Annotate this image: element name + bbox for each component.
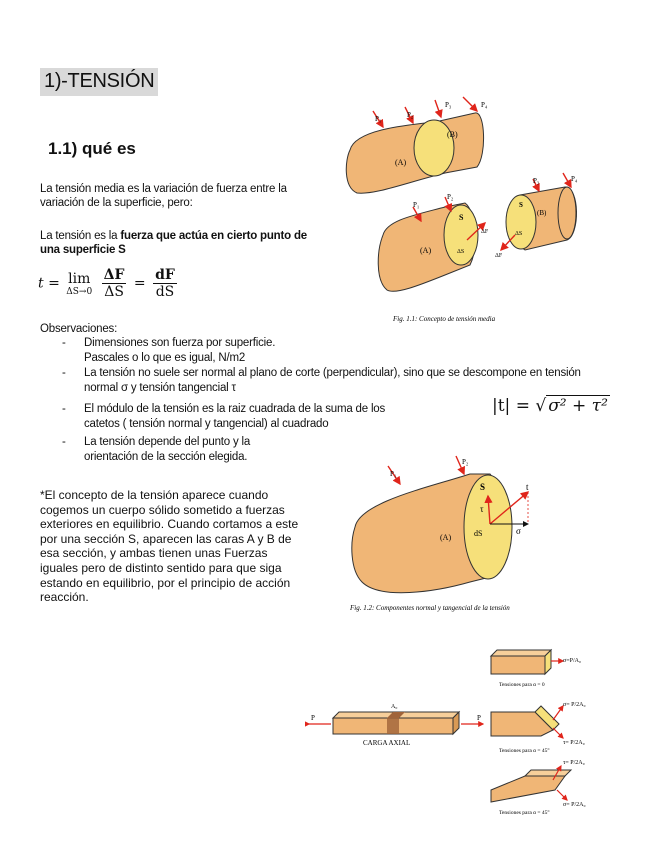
observation-line: Pascales o lo que es igual, N/m2 — [84, 352, 246, 364]
left-label-a: (A) — [420, 246, 432, 255]
b3-bottom: σ= P/2A₀ — [563, 802, 586, 808]
right-force-p3: P₃ — [533, 177, 540, 185]
formula-lhs: t = — [38, 275, 60, 292]
axial-label: CARGA AXIAL — [363, 739, 411, 747]
observation-line: orientación de la sección elegida. — [84, 451, 248, 463]
formula2-radical: √ — [535, 396, 547, 416]
fig2-t: t — [526, 482, 529, 492]
axial-bar — [309, 704, 483, 747]
fig2-label-a: (A) — [440, 533, 452, 542]
fig2-tau: τ — [480, 504, 484, 514]
stress-formula — [38, 267, 180, 300]
observation-line: La tensión depende del punto y la — [84, 436, 251, 448]
right-piece — [495, 173, 578, 259]
b3-top: τ= P/2A₀ — [563, 760, 585, 766]
block-alpha-45-a — [491, 702, 586, 754]
b2-bottom: τ= P/2A₀ — [563, 740, 585, 746]
bullet-marker: - — [62, 436, 66, 448]
left-piece — [378, 193, 489, 291]
block-alpha-0 — [491, 650, 581, 688]
force-p4: P₄ — [481, 101, 488, 109]
left-label-ds: ΔS — [457, 249, 465, 255]
bullet-marker: - — [62, 403, 66, 415]
formula-num-delta: ΔF — [103, 267, 125, 283]
formula-limit — [66, 271, 92, 297]
definition-prefix: La tensión es la — [40, 230, 121, 242]
b3-caption: Tensiones para α = 45° — [499, 810, 550, 816]
figure1-caption: Fig. 1.1: Concepto de tensión media — [393, 315, 496, 323]
definition-paragraph — [40, 229, 320, 257]
fig2-sigma: σ — [516, 526, 521, 536]
body-label-b: (B) — [447, 130, 458, 139]
fig2-force-p2: P₂ — [462, 458, 469, 466]
formula-fraction-delta — [102, 267, 127, 300]
definition-bold: fuerza que actúa en cierto punto de una superficie S — [40, 230, 307, 256]
observation-line: normal σ y tensión tangencial τ — [84, 382, 236, 394]
right-label-ds: ΔS — [515, 231, 523, 237]
axial-p-left: P — [311, 714, 315, 722]
body-label-a: (A) — [395, 158, 407, 167]
fig2-label-s: S — [480, 482, 486, 492]
formula-lim-word: lim — [68, 270, 91, 287]
intro-paragraph: La tensión media es la variación de fuerza entre la variación de la superficie, pero: — [40, 183, 287, 209]
formula-equals: = — [133, 275, 146, 292]
observation-line: La tensión no suele ser normal al plano de corte (perpendicular), sino que se descompone en tensión — [84, 367, 581, 379]
bullet-marker: - — [62, 367, 66, 379]
right-label-b: (B) — [537, 209, 547, 217]
formula-den-d: dS — [155, 284, 175, 300]
block-alpha-45-b — [491, 760, 586, 816]
stress-magnitude-formula — [492, 396, 610, 416]
full-body — [346, 97, 488, 193]
figure-axial-load — [305, 640, 610, 840]
bullet-marker: - — [62, 337, 66, 349]
observations-title: Observaciones: — [40, 323, 118, 335]
b2-top: σ= P/2A₀ — [563, 702, 586, 708]
formula2-lhs: |t| = — [492, 396, 530, 416]
right-force-p4: P₄ — [571, 175, 578, 183]
page-heading: 1)-TENSIÓN — [40, 68, 158, 96]
formula-den-delta: ΔS — [104, 284, 124, 300]
right-label-s: S — [519, 201, 523, 209]
formula-fraction-d — [153, 267, 177, 300]
concept-paragraph: *El concepto de la tensión aparece cuando cogemos un cuerpo sólido sometido a fuerzas exteriores en equilibrio. Cuando cortamos a este por una sección S, aparecen las caras A y B de esa sección, y ambas tienen unas Fuerzas iguales pero de distinto sentido para que siga estando en equilibrio, por el principio de acción reacción. — [40, 488, 299, 605]
axial-p-right: P — [477, 714, 481, 722]
observation-line: catetos ( tensión normal y tangencial) al cuadrado — [84, 418, 329, 430]
section-subheading: 1.1) qué es — [48, 139, 136, 158]
b2-caption: Tensiones para α = 45° — [499, 748, 550, 754]
force-p3: P₃ — [445, 101, 452, 109]
observation-line: El módulo de la tensión es la raiz cuadrada de la suma de los — [84, 403, 386, 415]
fig2-force-p1: P₁ — [390, 470, 397, 478]
force-p2: P₂ — [407, 111, 414, 119]
figure2-caption: Fig. 1.2: Componentes normal y tangencial de la tensión — [350, 604, 510, 612]
axial-area: A₀ — [391, 704, 398, 710]
left-force-p1: P₁ — [413, 201, 420, 209]
figure-stress-components — [340, 452, 580, 617]
left-force-p2: P₂ — [447, 193, 454, 201]
formula-num-d: dF — [155, 267, 175, 283]
b1-caption: Tensiones para α = 0 — [499, 682, 545, 688]
right-label-df: ΔF — [495, 253, 503, 259]
fig2-label-ds: dS — [474, 529, 483, 538]
figure-mean-stress — [335, 95, 635, 327]
left-label-df: ΔF — [481, 229, 489, 235]
formula2-radicand: σ² + τ² — [548, 396, 608, 416]
force-p1: P₁ — [375, 115, 382, 123]
left-label-s: S — [459, 213, 464, 222]
b1-label: σ=P/A₀ — [563, 658, 582, 664]
observation-line: Dimensiones son fuerza por superficie. — [84, 337, 276, 349]
formula-lim-sub: ΔS→0 — [66, 286, 93, 297]
